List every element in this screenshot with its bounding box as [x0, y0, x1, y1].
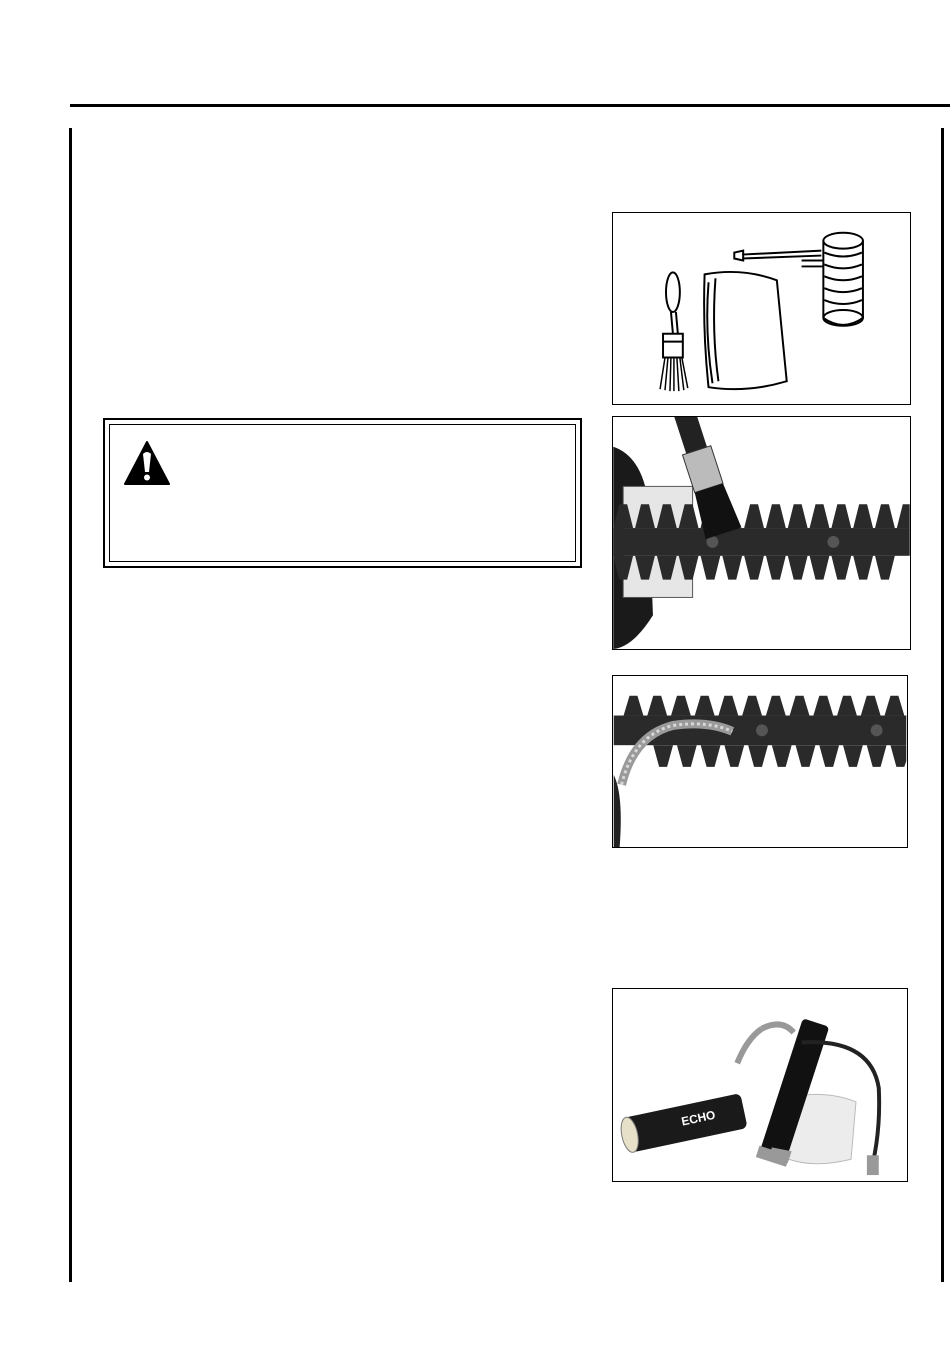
tools-illustration — [612, 212, 911, 405]
left-margin-rule — [69, 128, 72, 1282]
warning-box — [103, 418, 582, 568]
header-rule — [70, 104, 950, 107]
grease-hose-photo — [612, 675, 908, 848]
cartridge-brand-label: ECHO — [680, 1107, 717, 1129]
brush-on-blades-photo — [612, 416, 911, 650]
grease-gun-cartridge-icon — [613, 989, 907, 1181]
brush-rag-oil-can-icon — [613, 213, 910, 404]
warning-triangle-icon — [123, 440, 171, 486]
brush-on-blades-icon — [613, 417, 910, 649]
warning-box-inner — [109, 424, 576, 562]
grease-gun-photo — [612, 988, 908, 1182]
grease-hose-on-blades-icon — [613, 676, 907, 847]
right-margin-rule — [941, 128, 944, 1282]
